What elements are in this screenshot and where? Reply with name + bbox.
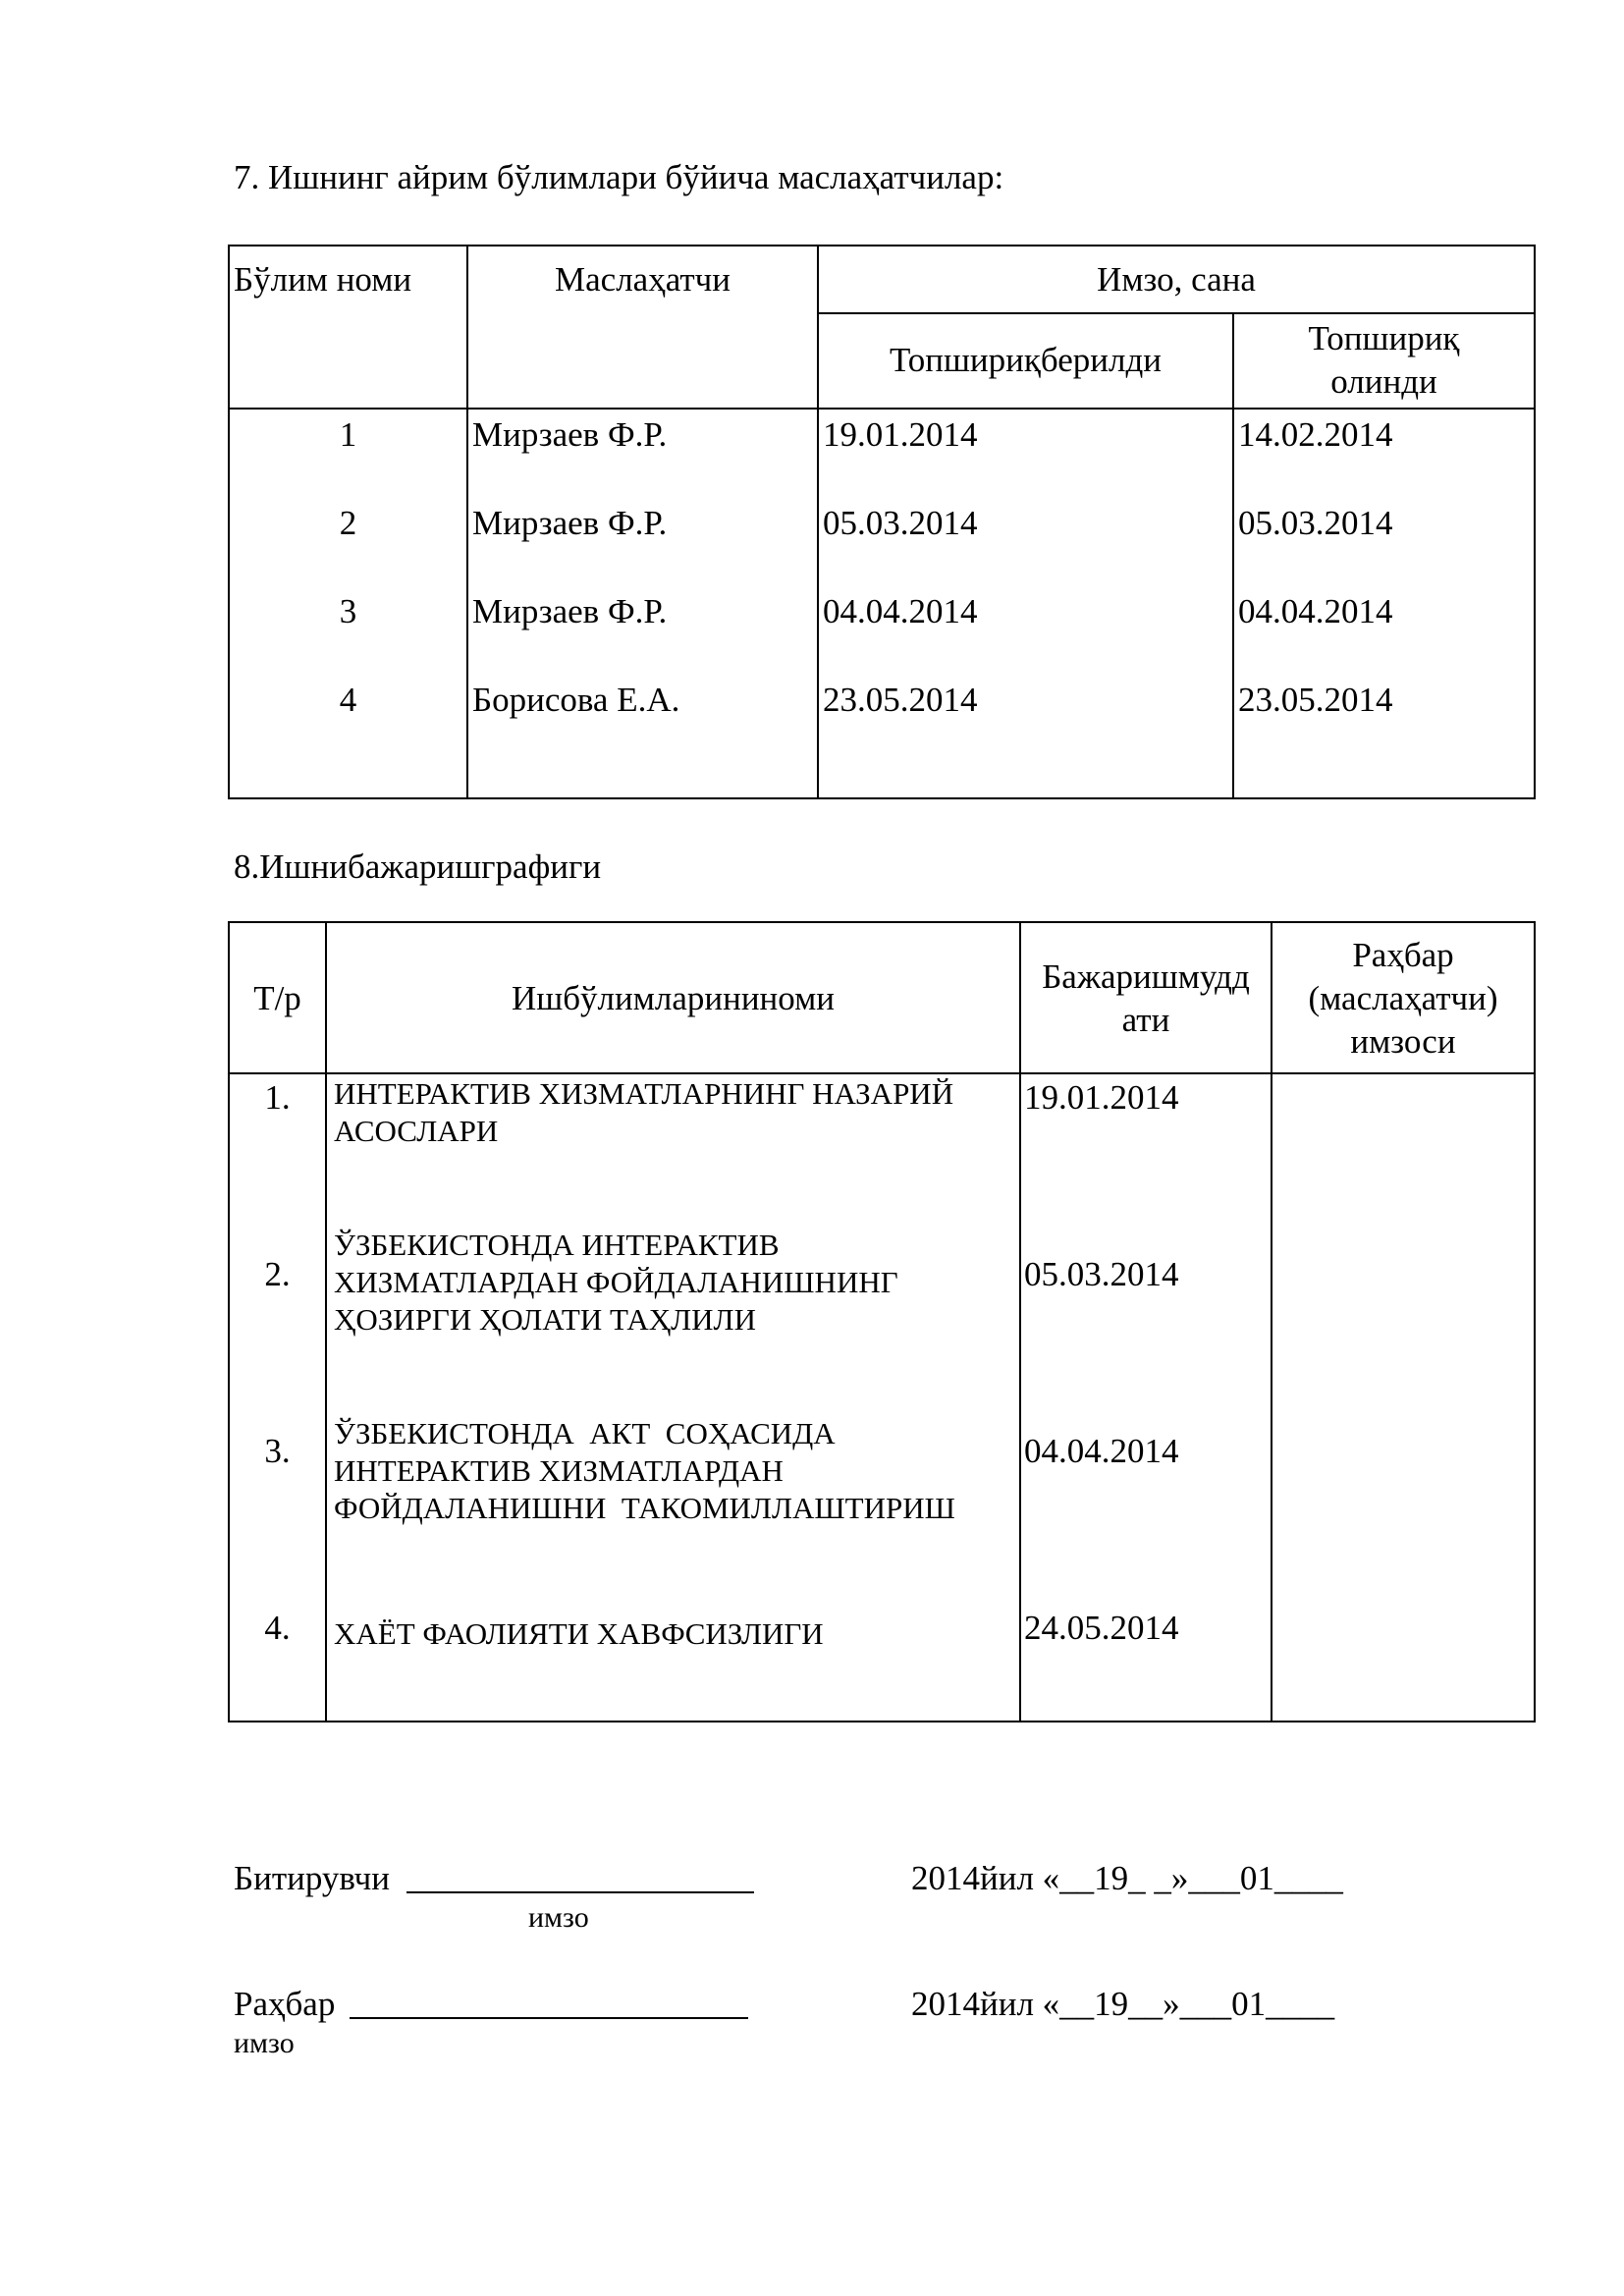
row-received-date: 23.05.2014 — [1238, 681, 1393, 719]
row-part-name-line: ЎЗБЕКИСТОНДА ИНТЕРАКТИВ — [334, 1228, 780, 1262]
header-consultant: Маслаҳатчи — [555, 260, 731, 299]
header-signature-date: Имзо, сана — [1097, 260, 1256, 299]
row-received-date: 04.04.2014 — [1238, 592, 1393, 630]
row-number: 4. — [264, 1609, 291, 1647]
header-deadline-line1: Бажаришмудд — [1042, 957, 1250, 996]
row-deadline: 05.03.2014 — [1024, 1255, 1179, 1293]
row-part-name-line: ҲОЗИРГИ ҲОЛАТИ ТАҲЛИЛИ — [334, 1302, 756, 1337]
row-deadline: 04.04.2014 — [1024, 1432, 1179, 1470]
header-supervisor-line1: Раҳбар — [1352, 936, 1454, 974]
row-number: 1 — [339, 415, 357, 454]
row-number: 1. — [264, 1078, 291, 1117]
section8-heading: 8.Ишнибажаришграфиги — [234, 847, 602, 886]
row-number: 2 — [339, 504, 357, 542]
header-supervisor-line3: имзоси — [1350, 1022, 1456, 1061]
row-part-name-line: ФОЙДАЛАНИШНИ ТАКОМИЛЛАШТИРИШ — [334, 1491, 955, 1525]
row-given-date: 19.01.2014 — [823, 415, 978, 454]
row-given-date: 04.04.2014 — [823, 592, 978, 630]
header-task-received-line2: олинди — [1330, 362, 1437, 401]
supervisor-label: Раҳбар — [234, 1985, 336, 2023]
row-part-name-line: ИНТЕРАКТИВ ХИЗМАТЛАРНИНГ НАЗАРИЙ — [334, 1076, 954, 1111]
section7-heading: 7. Ишнинг айрим бўлимлари бўйича маслаҳатчилар: — [234, 158, 1004, 196]
graduate-date: 2014йил «__19_ _»___01____ — [911, 1859, 1343, 1897]
row-deadline: 19.01.2014 — [1024, 1078, 1179, 1117]
header-deadline-line2: ати — [1121, 1001, 1170, 1039]
row-part-name-line: ХИЗМАТЛАРДАН ФОЙДАЛАНИШНИНГ — [334, 1265, 898, 1299]
row-number: 2. — [264, 1255, 291, 1293]
header-supervisor-line2: (маслаҳатчи) — [1308, 979, 1498, 1017]
row-consultant: Мирзаев Ф.Р. — [472, 415, 668, 454]
header-task-given: Топшириқберилди — [889, 341, 1162, 379]
row-consultant: Борисова Е.А. — [472, 681, 680, 719]
header-section-name: Бўлим номи — [234, 260, 412, 299]
header-part-name: Ишбўлимларининоми — [511, 979, 835, 1017]
row-deadline: 24.05.2014 — [1024, 1609, 1179, 1647]
row-number: 3 — [339, 592, 357, 630]
row-received-date: 05.03.2014 — [1238, 504, 1393, 542]
row-part-name-line: ЎЗБЕКИСТОНДА АКТ СОҲАСИДА — [334, 1416, 836, 1450]
row-part-name-line: ХАЁТ ФАОЛИЯТИ ХАВФСИЗЛИГИ — [334, 1616, 824, 1651]
row-consultant: Мирзаев Ф.Р. — [472, 504, 668, 542]
supervisor-signature-line — [350, 2017, 748, 2019]
row-number: 4 — [339, 681, 357, 719]
row-consultant: Мирзаев Ф.Р. — [472, 592, 668, 630]
signature-caption: имзо — [528, 1901, 589, 1934]
header-number: Т/р — [253, 979, 301, 1017]
row-received-date: 14.02.2014 — [1238, 415, 1393, 454]
row-number: 3. — [264, 1432, 291, 1470]
row-part-name-line: АСОСЛАРИ — [334, 1114, 499, 1148]
row-given-date: 05.03.2014 — [823, 504, 978, 542]
row-given-date: 23.05.2014 — [823, 681, 978, 719]
graduate-signature-line — [406, 1891, 754, 1893]
row-part-name-line: ИНТЕРАКТИВ ХИЗМАТЛАРДАН — [334, 1453, 784, 1488]
graduate-label: Битирувчи — [234, 1859, 390, 1897]
header-task-received-line1: Топшириқ — [1308, 319, 1460, 357]
signature-caption: имзо — [234, 2027, 295, 2059]
supervisor-date: 2014йил «__19__»___01____ — [911, 1985, 1335, 2023]
